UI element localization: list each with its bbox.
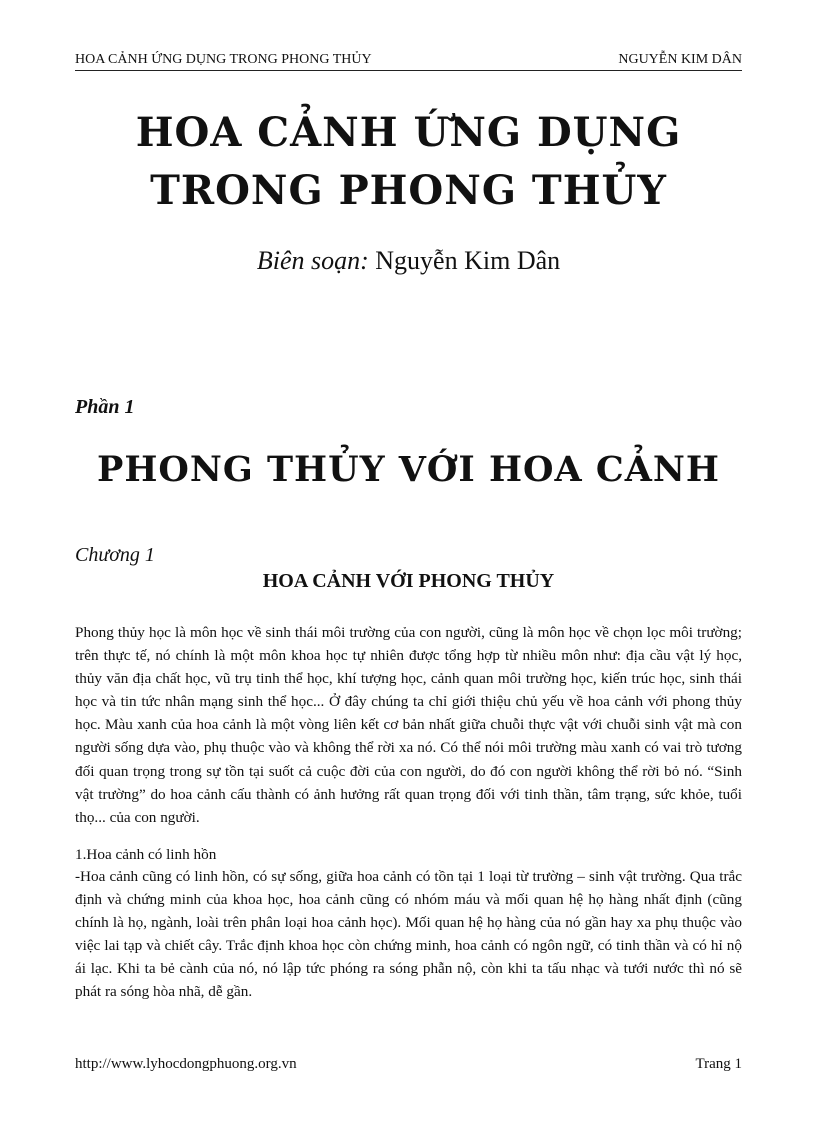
- section-heading: 1.Hoa cảnh có linh hồn: [75, 846, 217, 863]
- document-title-line-2: TRONG PHONG THỦY: [150, 167, 667, 214]
- compiler-credit: [75, 244, 742, 278]
- body-paragraph-1: Phong thủy học là môn học về sinh thái môi trường của con người, cũng là môn học về chọn lọc môi trường; trên thực tế, nó chính là một môn khoa học tự nhiên được tổng hợp từ nhiều môn như: địa cầu vật lý học, thủy văn địa chất học, vũ trụ tinh thể học, khí tượng học, cảnh quan môi trường học, kiến trúc học, sinh thái học và tin tức nhân mạng sinh thể học... Ở đây chúng ta chỉ giới thiệu chủ yếu về hoa cảnh với phong thủy học. Màu xanh của hoa cảnh là một vòng liên kết cơ bản nhất giữa chuỗi thực vật với chuỗi sinh vật mà con người sống dựa vào, phụ thuộc vào và không thể rời xa nó. Có thể nói môi trường màu xanh có vai trò tương đối quan trọng trong sự tồn tại suốt cả cuộc đời của con người, do đó con người không thể rời bỏ nó. “Sinh vật trường” do hoa cảnh cấu thành có ảnh hưởng rất quan trọng đối với tinh thần, tâm trạng, sức khỏe, tuổi thọ... của con người.: [75, 624, 742, 826]
- page-footer: [75, 1054, 742, 1074]
- page-header: [75, 50, 742, 71]
- header-author: NGUYỄN KIM DÂN: [618, 52, 742, 67]
- compiler-name: Nguyễn Kim Dân: [375, 246, 561, 275]
- chapter-label: Chương 1: [75, 544, 155, 566]
- page-number: Trang 1: [695, 1056, 742, 1072]
- header-book-title: HOA CẢNH ỨNG DỤNG TRONG PHONG THỦY: [75, 52, 372, 67]
- footer-url: http://www.lyhocdongphuong.org.vn: [75, 1056, 297, 1072]
- compiler-label: Biên soạn:: [256, 246, 369, 275]
- document-title-line-1: HOA CẢNH ỨNG DỤNG: [135, 109, 682, 156]
- part-title: PHONG THỦY VỚI HOA CẢNH: [97, 449, 720, 490]
- part-label: Phần 1: [75, 396, 135, 418]
- chapter-title: HOA CẢNH VỚI PHONG THỦY: [262, 570, 555, 592]
- body-paragraph-2: -Hoa cảnh cũng có linh hồn, có sự sống, giữa hoa cảnh có tồn tại 1 loại từ trường – sinh vật trường. Qua trắc định và chứng minh của khoa học, hoa cảnh cũng có nhóm máu và mối quan hệ họ hàng nhất định (cũng chính là họ, ngành, loài trên phân loại hoa cảnh học). Mối quan hệ họ hàng của nó gần hay xa phụ thuộc vào việc lai tạp và chiết cây. Trắc định khoa học còn chứng minh, hoa cảnh có ngôn ngữ, có tinh thần và có hỉ nộ ái lạc. Khi ta bẻ cành của nó, nó lập tức phóng ra sóng phẫn nộ, còn khi ta tấu nhạc và tưới nước thì nó sẽ phát ra sóng hòa nhã, dễ gần.: [75, 868, 742, 1001]
